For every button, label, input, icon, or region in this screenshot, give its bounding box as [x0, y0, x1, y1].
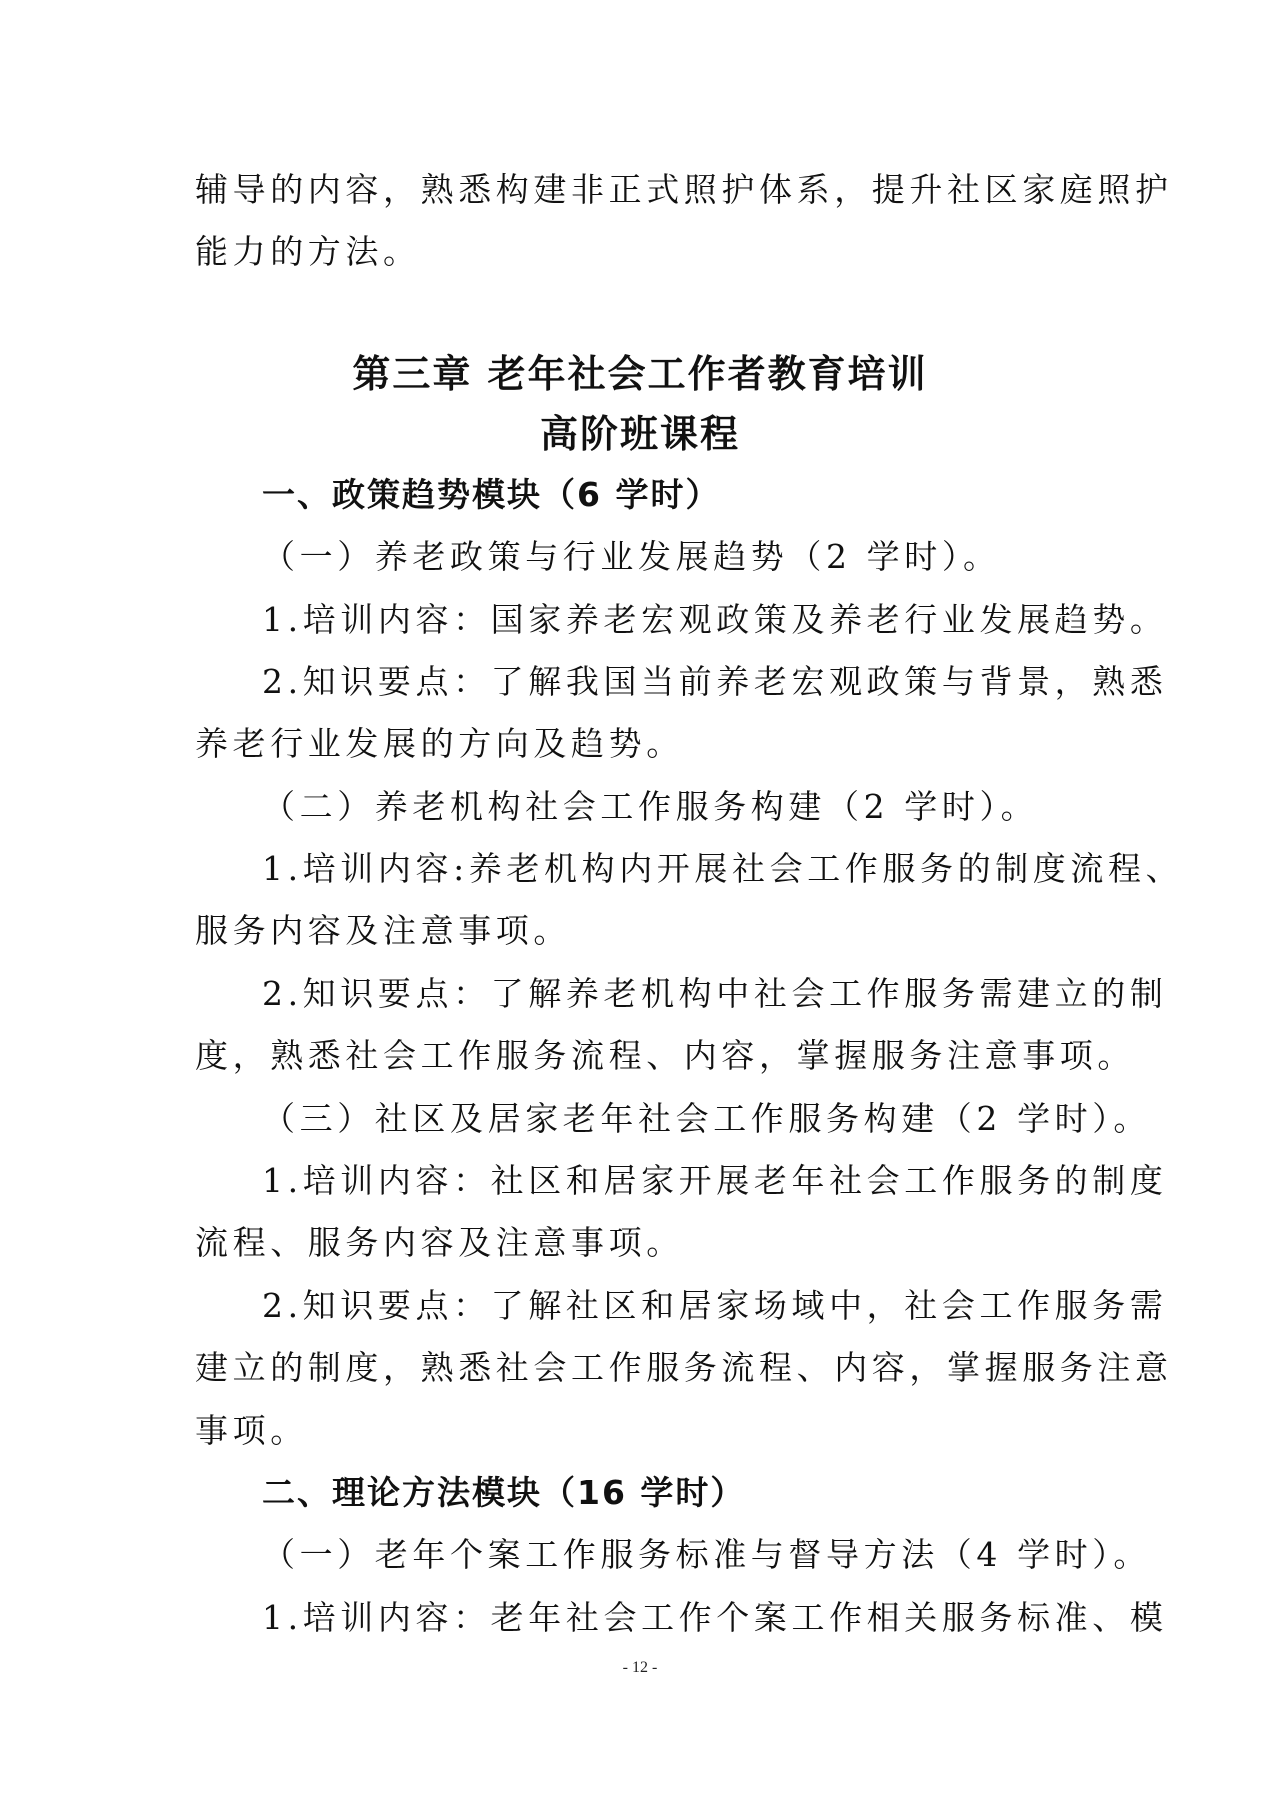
- paragraph-line: 1.培训内容：老年社会工作个案工作相关服务标准、模: [262, 1598, 1168, 1637]
- paragraph-line: 建立的制度，熟悉社会工作服务流程、内容，掌握服务注意: [195, 1348, 1173, 1387]
- paragraph-line: 服务内容及注意事项。: [195, 911, 571, 950]
- subsection-heading: （二）养老机构社会工作服务构建（2 学时）。: [262, 787, 1039, 826]
- paragraph-line: 辅导的内容，熟悉构建非正式照护体系，提升社区家庭照护: [195, 170, 1173, 209]
- paragraph-line: 1.培训内容：社区和居家开展老年社会工作服务的制度: [262, 1161, 1168, 1200]
- paragraph-line: 养老行业发展的方向及趋势。: [195, 724, 684, 763]
- page-number: - 12 -: [622, 1659, 658, 1676]
- paragraph-line: 1.培训内容:养老机构内开展社会工作服务的制度流程、: [262, 849, 1184, 888]
- section-heading: 一、政策趋势模块（6 学时）: [262, 475, 721, 514]
- chapter-title: 第三章 老年社会工作者教育培训: [352, 352, 928, 396]
- paragraph-line: 流程、服务内容及注意事项。: [195, 1223, 684, 1262]
- paragraph-line: 1.培训内容：国家养老宏观政策及养老行业发展趋势。: [262, 600, 1168, 639]
- paragraph-line: 度，熟悉社会工作服务流程、内容，掌握服务注意事项。: [195, 1036, 1135, 1075]
- subsection-heading: （一）老年个案工作服务标准与督导方法（4 学时）。: [262, 1535, 1151, 1574]
- chapter-subtitle: 高阶班课程: [539, 412, 740, 456]
- paragraph-line: 2.知识要点：了解我国当前养老宏观政策与背景，熟悉: [262, 662, 1168, 701]
- subsection-heading: （三）社区及居家老年社会工作服务构建（2 学时）。: [262, 1099, 1151, 1138]
- paragraph-line: 2.知识要点：了解社区和居家场域中，社会工作服务需: [262, 1286, 1168, 1325]
- subsection-heading: （一）养老政策与行业发展趋势（2 学时）。: [262, 537, 1001, 576]
- paragraph-line: 2.知识要点：了解养老机构中社会工作服务需建立的制: [262, 974, 1168, 1013]
- paragraph-line: 能力的方法。: [195, 232, 421, 271]
- paragraph-line: 事项。: [195, 1411, 308, 1450]
- section-heading: 二、理论方法模块（16 学时）: [262, 1473, 746, 1512]
